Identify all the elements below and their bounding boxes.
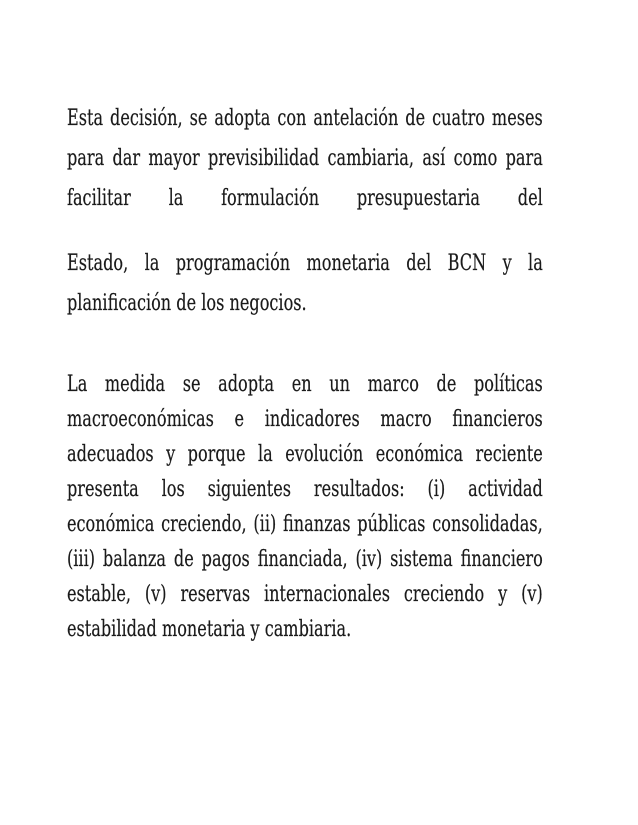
paragraph-block-medida	[67, 367, 543, 647]
text-line: La medida se adopta en un marco de políticas	[67, 372, 543, 397]
paragraph-block-opening	[67, 99, 543, 219]
text-line: para dar mayor previsibilidad cambiaria, así como para	[67, 146, 543, 171]
text-line: Estado, la programación monetaria del BCN y la	[67, 251, 543, 276]
text-line: (iii) balanza de pagos financiada, (iv) sistema financiero	[67, 547, 543, 572]
text-line: macroeconómicas e indicadores macro financieros	[67, 407, 543, 432]
text-line: estabilidad monetaria y cambiaria.	[67, 617, 352, 642]
text-line: adecuados y porque la evolución económica reciente	[67, 442, 543, 467]
text-line: estable, (v) reservas internacionales creciendo y (v)	[67, 582, 543, 607]
text-line: presenta los siguientes resultados: (i) actividad	[67, 477, 543, 502]
text-line: facilitar la formulación presupuestaria del	[67, 186, 543, 211]
paragraph-block-continuation	[67, 244, 543, 324]
text-line: económica creciendo, (ii) finanzas públicas consolidadas,	[67, 512, 543, 537]
text-line: Esta decisión, se adopta con antelación de cuatro meses	[67, 106, 543, 131]
text-line: planificación de los negocios.	[67, 291, 307, 316]
